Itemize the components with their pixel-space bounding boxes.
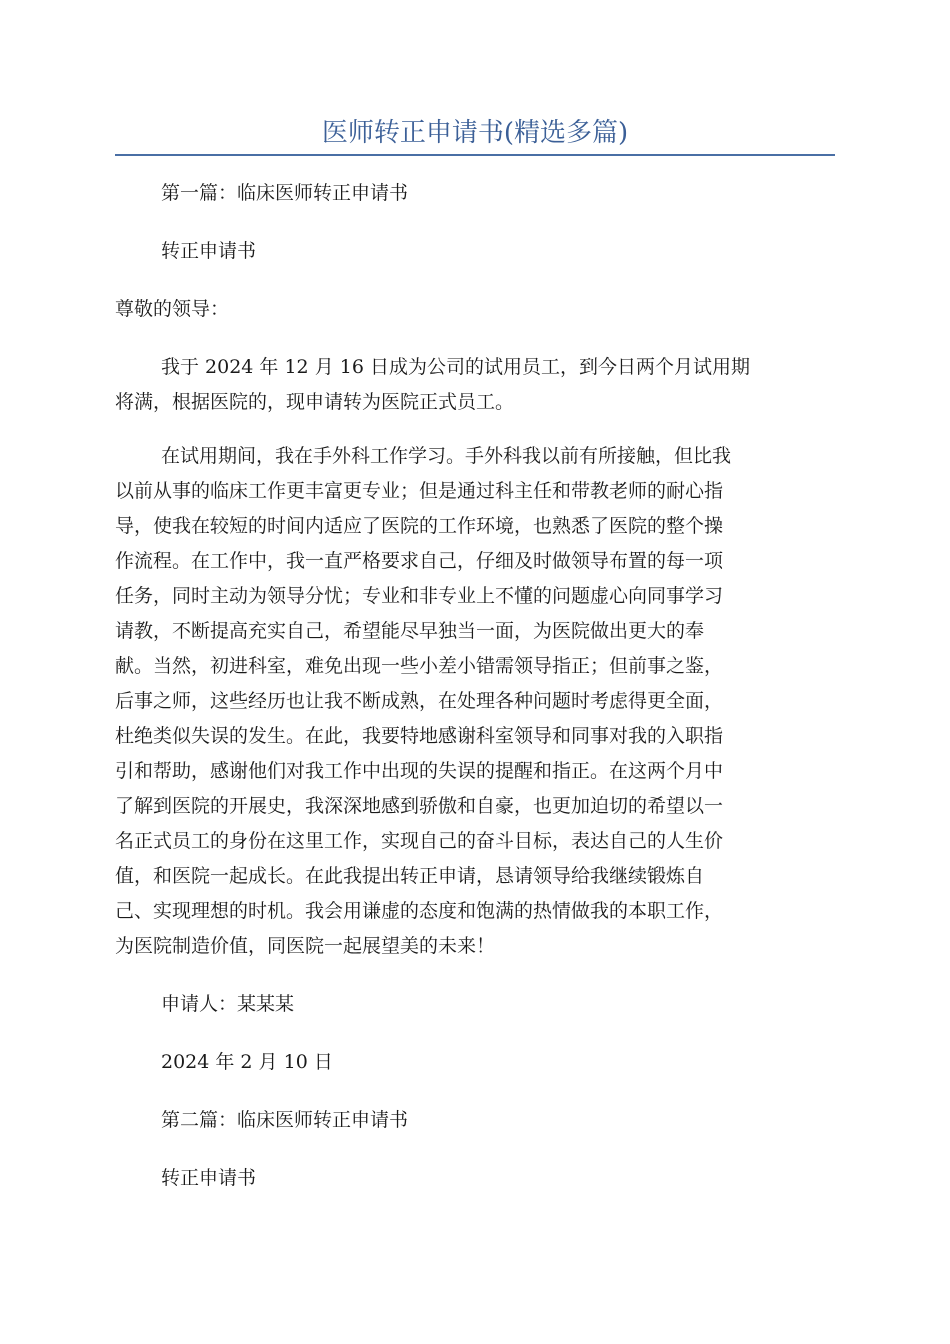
paragraph-line: 作流程。在工作中，我一直严格要求自己，仔细及时做领导布置的每一项 xyxy=(115,550,724,572)
paragraph-line: 将满，根据医院的，现申请转为医院正式员工。 xyxy=(115,391,515,413)
paragraph-line: 后事之师，这些经历也让我不断成熟，在处理各种问题时考虑得更全面， xyxy=(115,690,724,712)
paragraph-line: 引和帮助，感谢他们对我工作中出现的失误的提醒和指正。在这两个月中 xyxy=(115,760,724,782)
section-subheading-2: 转正申请书 xyxy=(161,1167,257,1189)
paragraph-line: 己、实现理想的时机。我会用谦虚的态度和饱满的热情做我的本职工作， xyxy=(115,900,724,922)
paragraph-line: 为医院制造价值，同医院一起展望美的未来！ xyxy=(115,935,496,957)
paragraph-line: 请教，不断提高充实自己，希望能尽早独当一面，为医院做出更大的奉 xyxy=(115,620,705,642)
paragraph-1 xyxy=(115,350,835,420)
signature-line: 申请人：某某某 xyxy=(161,993,295,1015)
document-body xyxy=(115,176,835,1196)
paragraph-line: 了解到医院的开展史，我深深地感到骄傲和自豪，也更加迫切的希望以一 xyxy=(115,795,724,817)
document-title: 医师转正申请书(精选多篇) xyxy=(321,118,629,148)
section-heading-2: 第二篇：临床医师转正申请书 xyxy=(161,1109,409,1131)
paragraph-line: 任务，同时主动为领导分忧；专业和非专业上不懂的问题虚心向同事学习 xyxy=(115,585,724,607)
section-heading-1: 第一篇：临床医师转正申请书 xyxy=(161,182,409,204)
paragraph-line: 以前从事的临床工作更丰富更专业；但是通过科主任和带教老师的耐心指 xyxy=(115,480,724,502)
paragraph-line: 我于 2024 年 12 月 16 日成为公司的试用员工，到今日两个月试用期 xyxy=(161,356,750,378)
salutation: 尊敬的领导： xyxy=(115,298,230,320)
title-divider xyxy=(115,154,835,156)
paragraph-line: 杜绝类似失误的发生。在此，我要特地感谢科室领导和同事对我的入职指 xyxy=(115,725,724,747)
section-subheading-1: 转正申请书 xyxy=(161,240,257,262)
paragraph-2 xyxy=(115,439,835,964)
date-line: 2024 年 2 月 10 日 xyxy=(161,1051,333,1073)
paragraph-line: 值，和医院一起成长。在此我提出转正申请，恳请领导给我继续锻炼自 xyxy=(115,865,705,887)
paragraph-line: 献。当然，初进科室，难免出现一些小差小错需领导指正；但前事之鉴， xyxy=(115,655,724,677)
paragraph-line: 导，使我在较短的时间内适应了医院的工作环境，也熟悉了医院的整个操 xyxy=(115,515,724,537)
paragraph-line: 名正式员工的身份在这里工作，实现自己的奋斗目标，表达自己的人生价 xyxy=(115,830,724,852)
paragraph-line: 在试用期间，我在手外科工作学习。手外科我以前有所接触，但比我 xyxy=(161,445,732,467)
